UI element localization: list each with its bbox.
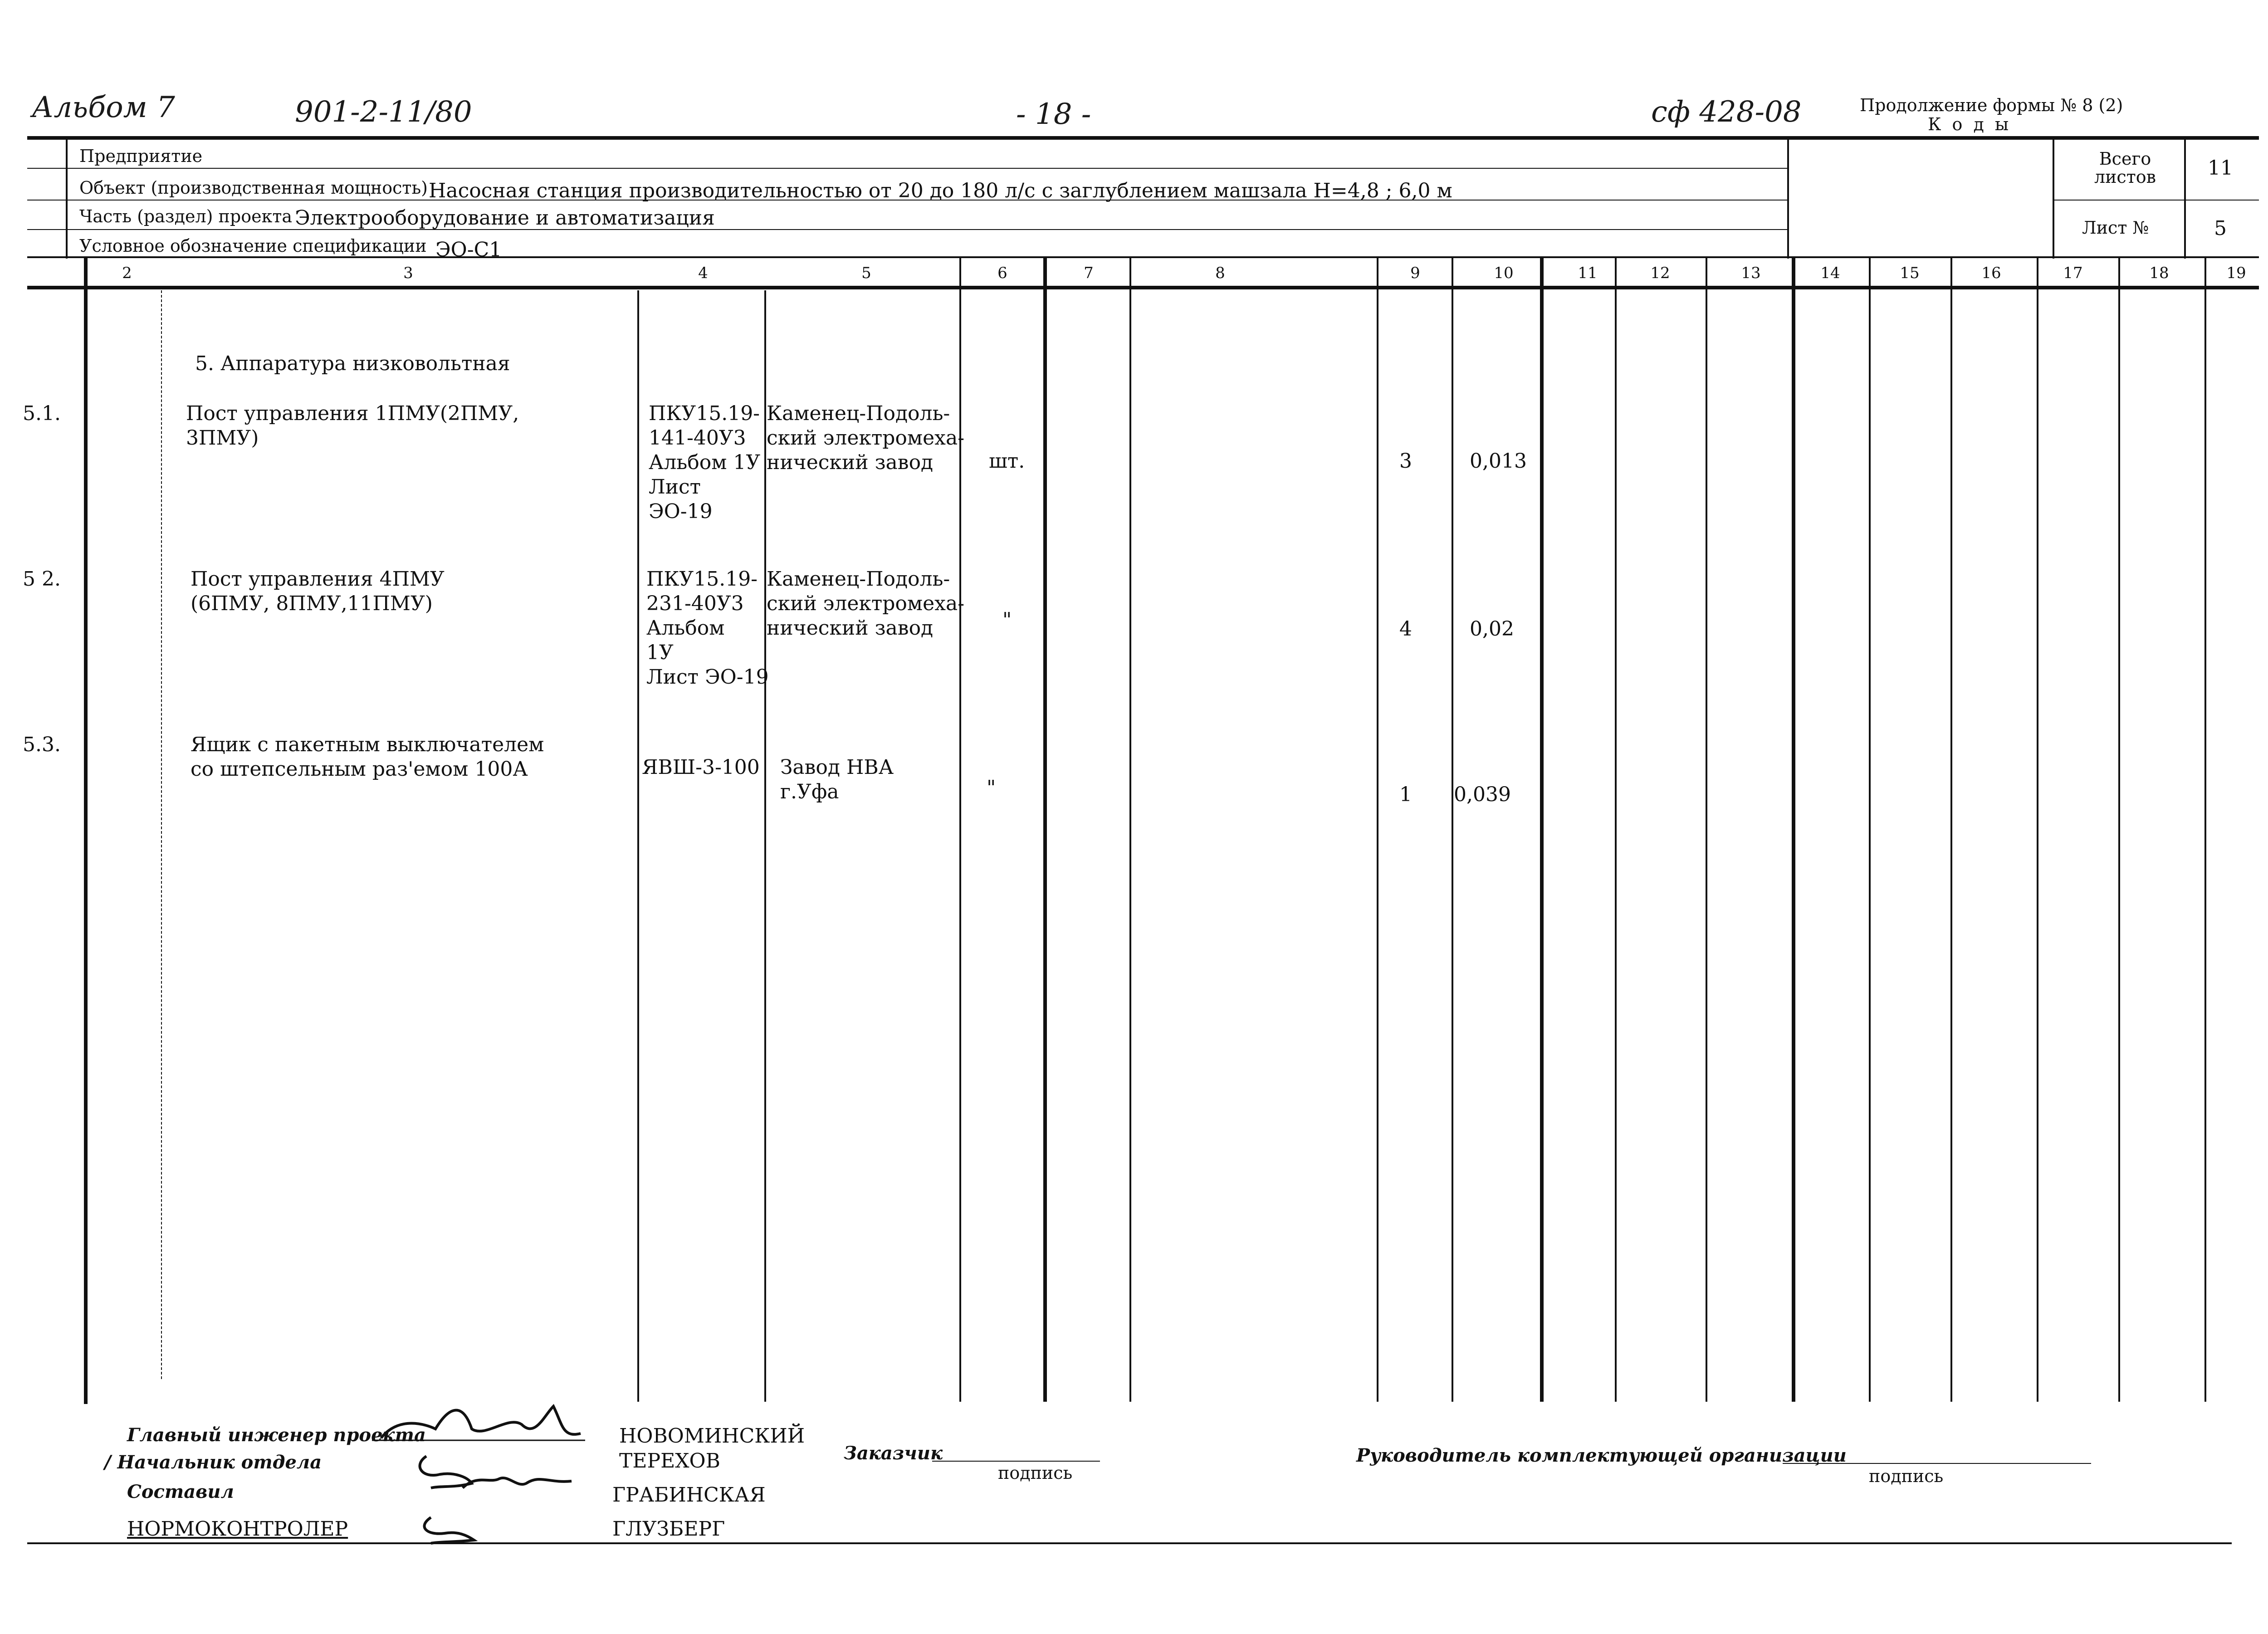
row-3-manufacturer: Завод НВА г.Уфа [780, 756, 894, 803]
column-number-14: 14 [1820, 264, 1840, 282]
row-3-mass: 0,039 [1454, 783, 1511, 806]
customer-label: Заказчик [844, 1443, 943, 1464]
column-number-17: 17 [2063, 264, 2083, 282]
column-divider-8-9 [1377, 256, 1378, 1402]
column-divider-inner [161, 290, 162, 1379]
column-number-6: 6 [997, 264, 1007, 282]
header-top-border [27, 136, 2259, 140]
column-divider-11-12 [1615, 256, 1617, 1402]
total-sheets-value: 11 [2208, 157, 2233, 180]
column-divider-15-16 [1950, 256, 1952, 1402]
column-number-10: 10 [1494, 264, 1514, 282]
column-divider-1-2 [84, 256, 88, 1404]
compiled-label: Составил [127, 1481, 234, 1502]
column-number-7: 7 [1084, 264, 1094, 282]
row-2-number: 5 2. [23, 567, 61, 591]
column-divider-4-5 [764, 290, 766, 1402]
signature-marks [372, 1397, 626, 1547]
dept-head-label: / Начальник отдела [104, 1452, 322, 1473]
column-number-12: 12 [1650, 264, 1670, 282]
row-2-manufacturer: Каменец-Подоль- ский электромеха- нический завод [767, 567, 965, 640]
row-1-mass: 0,013 [1470, 450, 1527, 473]
column-number-13: 13 [1741, 264, 1761, 282]
row-1-type: ПКУ15.19- 141-40У3 Альбом 1У Лист ЭО-19 [649, 402, 761, 523]
spec-value: ЭО-С1 [435, 238, 502, 261]
part-value: Электрооборудование и автоматизация [295, 206, 715, 230]
header-sheets-value-divider [2184, 136, 2186, 259]
supplier-signature-caption: подпись [1869, 1466, 1944, 1486]
header-bottom-border [27, 256, 2259, 258]
form-continuation-label: Продолжение формы № 8 (2) [1860, 95, 2123, 115]
chief-engineer-name: НОВОМИНСКИЙ [619, 1424, 805, 1448]
sheet-label: Лист № [2082, 218, 2149, 238]
column-number-15: 15 [1900, 264, 1920, 282]
column-number-bottom-border [27, 286, 2259, 289]
row-1-name: Пост управления 1ПМУ(2ПМУ, 3ПМУ) [186, 402, 519, 450]
header-codes-divider [1787, 136, 1789, 259]
norm-controller-label: НОРМОКОНТРОЛЕР [127, 1517, 348, 1541]
row-3-type: ЯВШ-3-100 [642, 756, 760, 779]
chief-engineer-label: Главный инженер проекта [127, 1424, 426, 1446]
total-sheets-label: Всего листов [2094, 149, 2156, 187]
header-sheets-divider [2053, 136, 2054, 259]
column-divider-7-8 [1129, 256, 1131, 1402]
customer-signature-line [932, 1461, 1100, 1462]
supplier-signature-line [1783, 1463, 2091, 1464]
row-2-type: ПКУ15.19- 231-40У3 Альбом 1У Лист ЭО-19 [646, 567, 769, 689]
header-line-3 [27, 229, 1787, 230]
supplier-label: Руководитель комплектующей организации [1356, 1445, 1847, 1466]
column-number-2: 2 [122, 264, 132, 282]
column-divider-10-11 [1540, 256, 1544, 1402]
header-left-margin-line [66, 136, 68, 259]
row-1-unit: шт. [989, 450, 1025, 473]
part-label: Часть (раздел) проекта [79, 206, 293, 226]
column-divider-9-10 [1452, 256, 1453, 1402]
object-label: Объект (производственная мощность) [79, 178, 428, 198]
sheets-box-divider [2053, 200, 2259, 201]
row-3-quantity: 1 [1399, 783, 1412, 806]
row-2-quantity: 4 [1399, 617, 1412, 641]
row-2-unit: " [1002, 608, 1012, 631]
document-code: 901-2-11/80 [295, 95, 472, 129]
customer-signature-caption: подпись [998, 1463, 1073, 1483]
column-number-3: 3 [403, 264, 413, 282]
row-2-name: Пост управления 4ПМУ (6ПМУ, 8ПМУ,11ПМУ) [191, 567, 445, 615]
column-number-9: 9 [1410, 264, 1420, 282]
column-divider-18-19 [2204, 256, 2206, 1402]
row-2-mass: 0,02 [1470, 617, 1514, 641]
handwritten-album-note: Альбом 7 [32, 91, 175, 124]
column-number-5: 5 [861, 264, 871, 282]
row-3-unit: " [987, 776, 996, 799]
norm-controller-name: ГЛУЗБЕРГ [612, 1517, 725, 1541]
row-3-name: Ящик с пакетным выключателем со штепсельным раз'емом 100А [191, 733, 544, 781]
enterprise-label: Предприятие [79, 146, 203, 166]
row-1-number: 5.1. [23, 402, 61, 425]
spec-label: Условное обозначение спецификации [79, 236, 427, 256]
object-value: Насосная станция производительностью от 20 до 180 л/с с заглублением машзала Н=4,8 ; 6,0 м [429, 179, 1452, 202]
handwritten-reference: сф 428-08 [1651, 95, 1802, 129]
row-1-quantity: 3 [1399, 450, 1412, 473]
column-divider-16-17 [2037, 256, 2038, 1402]
section-title: 5. Аппаратура низковольтная [195, 352, 510, 375]
column-number-8: 8 [1215, 264, 1225, 282]
page-number: - 18 - [1016, 98, 1091, 131]
column-divider-6-7 [1043, 256, 1047, 1402]
column-number-16: 16 [1981, 264, 2001, 282]
codes-label: К о д ы [1928, 114, 2012, 134]
column-divider-13-14 [1792, 256, 1795, 1402]
column-number-18: 18 [2149, 264, 2169, 282]
footer-bottom-border [27, 1542, 2232, 1544]
dept-head-name: ТЕРЕХОВ [619, 1449, 720, 1473]
header-line-1 [27, 168, 1787, 169]
compiled-name: ГРАБИНСКАЯ [612, 1483, 766, 1507]
row-1-manufacturer: Каменец-Подоль- ский электромеха- нический завод [767, 402, 965, 474]
column-divider-17-18 [2118, 256, 2120, 1402]
column-divider-14-15 [1869, 256, 1871, 1402]
column-number-4: 4 [698, 264, 708, 282]
sheet-value: 5 [2214, 217, 2227, 240]
column-divider-3-4 [637, 290, 639, 1402]
column-number-19: 19 [2226, 264, 2246, 282]
row-3-number: 5.3. [23, 733, 61, 756]
column-number-11: 11 [1578, 264, 1598, 282]
column-divider-12-13 [1706, 256, 1707, 1402]
